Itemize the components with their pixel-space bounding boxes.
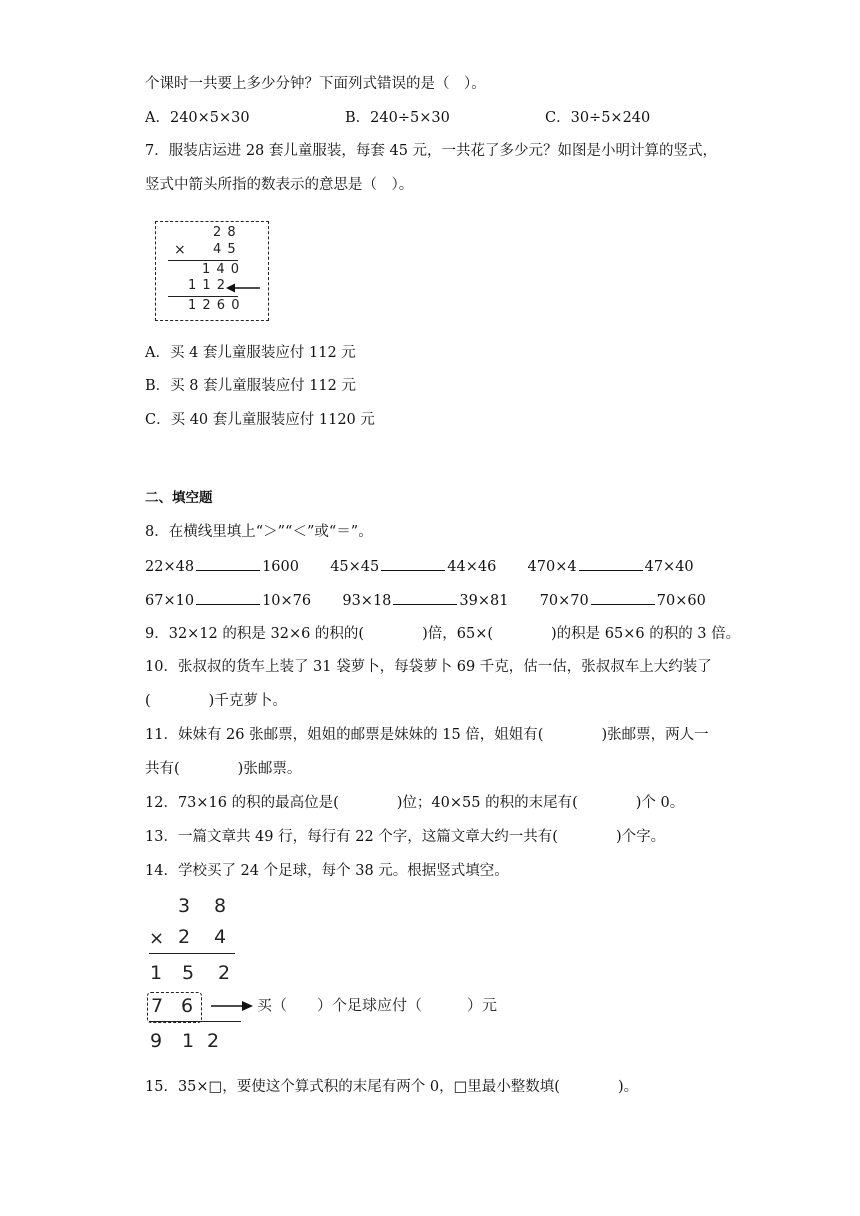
digit: 2 [207,1030,220,1052]
q7-partial-product-1: 1 4 0 [202,262,241,277]
digit: 3 [178,895,191,917]
answer-blank[interactable] [393,590,457,605]
digit: 6 [181,995,194,1017]
q9-text: 9．32×12 的积是 32×6 的积的( )倍，65×( )的积是 65×6 的积的 3 倍。 [145,626,741,642]
comparison-left: 470×4 [527,559,577,575]
answer-blank[interactable] [196,556,260,571]
q13-text: 13．一篇文章共 49 行，每行有 22 个字，这篇文章大约一共有( )个字。 [145,829,666,845]
digit: 4 [214,926,227,948]
q7-multiplicand: 2 8 [213,225,237,240]
answer-blank[interactable] [196,590,260,605]
q15-text: 15．35×□，要使这个算式积的末尾有两个 0，□里最小整数填( )。 [145,1079,639,1095]
digit: 1 [150,962,163,984]
q14-multiply-sign: × [149,928,165,949]
q7-stem-line2: 竖式中箭头所指的数表示的意思是（ ）。 [145,177,414,193]
digit: 9 [150,1030,163,1052]
q14-vertical-calculation [145,893,525,1058]
q14-text: 14．学校买了 24 个足球，每个 38 元。根据竖式填空。 [145,863,509,879]
q11-text-line1: 11．妹妹有 26 张邮票，姐姐的邮票是妹妹的 15 倍，姐姐有( )张邮票，两人一 [145,727,709,743]
q7-multiplier: 4 5 [213,242,237,257]
q8-stem: 8．在横线里填上“＞”“＜”或“＝”。 [145,524,373,540]
comparison-right: 70×60 [656,593,706,609]
answer-blank[interactable] [579,556,643,571]
answer-blank[interactable] [591,590,655,605]
comparison-left: 45×45 [330,559,380,575]
digit: 1 [182,1030,195,1052]
q7-vertical-calculation [155,221,269,321]
q7-stem-line1: 7．服装店运进 28 套儿童服装，每套 45 元，一共花了多少元？如图是小明计算的竖式， [145,143,718,159]
comparison-right: 39×81 [459,593,509,609]
digit: 7 [151,995,164,1017]
q6-stem-line2: 个课时一共要上多少分钟？下面列式错误的是（ ）。 [145,76,486,92]
comparison-left: 70×70 [539,593,589,609]
q7-option-a[interactable]: A．买 4 套儿童服装应付 112 元 [145,345,356,361]
comparison-left: 93×18 [342,593,392,609]
answer-blank[interactable] [381,556,445,571]
q7-final-product: 1 2 6 0 [188,298,241,313]
q6-option-c[interactable]: C．30÷5×240 [545,110,651,126]
comparison-right: 44×46 [447,559,497,575]
q14-arrow-text: 买（ ）个足球应付（ ）元 [257,996,498,1014]
right-arrow-icon [211,999,253,1013]
q14-rule-2 [149,1021,241,1022]
q8-row-2 [145,590,706,611]
comparison-right: 47×40 [644,559,694,575]
q11-text-line2: 共有( )张邮票。 [145,761,302,777]
q6-option-a[interactable]: A．240×5×30 [145,110,250,126]
q14-rule-1 [149,953,235,954]
q7-multiply-sign: × [174,242,186,258]
q7-partial-product-2: 1 1 2 [188,278,227,293]
q6-option-b[interactable]: B．240÷5×30 [345,110,450,126]
comparison-left: 67×10 [145,593,195,609]
digit: 5 [182,962,195,984]
section-title-fill-blank: 二、填空题 [145,490,213,506]
digit: 2 [218,962,231,984]
comparison-right: 1600 [262,559,299,575]
q8-row-1 [145,556,694,577]
left-arrow-icon [226,282,262,294]
q10-text-line1: 10．张叔叔的货车上装了 31 袋萝卜，每袋萝卜 69 千克，估一估，张叔叔车上大约装了 [145,659,712,675]
q7-option-c[interactable]: C．买 40 套儿童服装应付 1120 元 [145,412,375,428]
comparison-right: 10×76 [262,593,312,609]
digit: 2 [178,926,191,948]
q10-text-line2: ( )千克萝卜。 [145,693,287,709]
q7-rule-1 [168,260,238,261]
q12-text: 12．73×16 的积的最高位是( )位；40×55 的积的末尾有( )个 0。 [145,795,685,811]
q7-option-b[interactable]: B．买 8 套儿童服装应付 112 元 [145,378,356,394]
comparison-left: 22×48 [145,559,195,575]
q14-highlight-box [147,992,202,1023]
q7-rule-2 [168,296,238,297]
digit: 8 [214,895,227,917]
